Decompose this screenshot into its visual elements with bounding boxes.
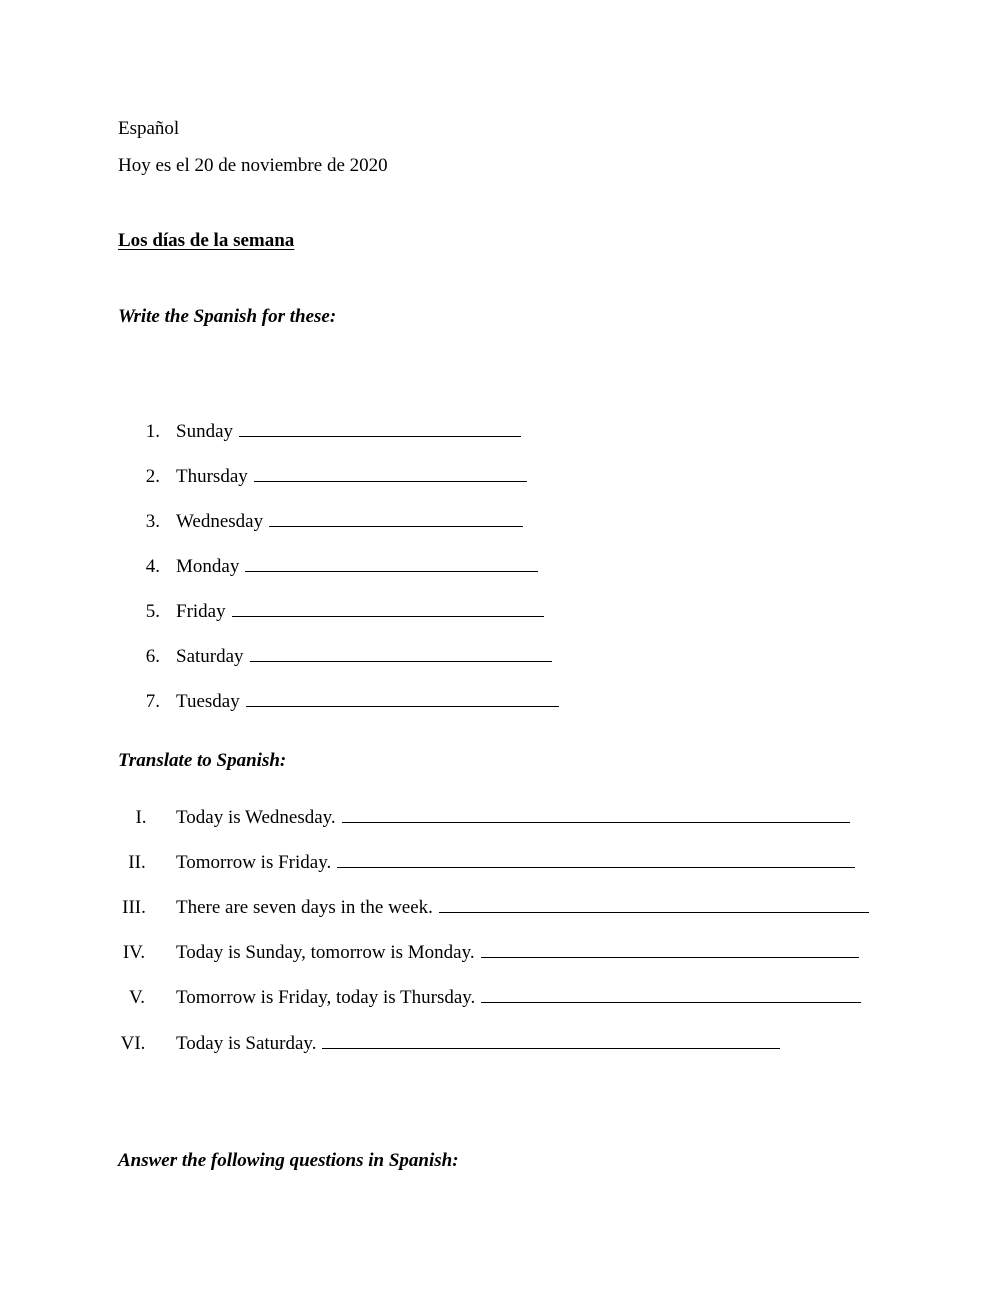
item-number: 5. [145,601,160,622]
item-text: Tomorrow is Friday. [176,853,855,872]
item-number: 7. [145,691,160,712]
item-text: Sunday [176,422,521,441]
item-text: Tuesday [176,692,559,711]
item-number: 6. [145,646,160,667]
item-number: I. [135,807,147,828]
item-text: Monday [176,557,538,576]
answer-blank[interactable] [254,481,527,482]
item-number: III. [122,897,146,918]
item-text: Wednesday [176,512,523,531]
item-text: Today is Saturday. [176,1034,780,1053]
answer-blank[interactable] [232,616,544,617]
page-heading: Los días de la semana [118,230,295,251]
subject-title: Español [118,118,180,139]
answer-blank[interactable] [269,526,523,527]
item-text: Tomorrow is Friday, today is Thursday. [176,988,861,1007]
answer-blank[interactable] [337,867,855,868]
item-number: 2. [145,466,160,487]
item-text: Today is Sunday, tomorrow is Monday. [176,943,859,962]
item-number: IV. [122,942,146,963]
item-text: Today is Wednesday. [176,808,850,827]
section3-instruction: Answer the following questions in Spanish: [118,1150,459,1171]
item-text: Friday [176,602,544,621]
item-number: II. [128,852,146,873]
item-number: 3. [145,511,160,532]
item-number: VI. [120,1033,146,1054]
answer-blank[interactable] [342,822,850,823]
item-text: Thursday [176,467,527,486]
item-text: Saturday [176,647,552,666]
item-number: 1. [145,421,160,442]
answer-blank[interactable] [245,571,538,572]
answer-blank[interactable] [481,1002,861,1003]
item-number: 4. [145,556,160,577]
section2-instruction: Translate to Spanish: [118,750,287,771]
item-text: There are seven days in the week. [176,898,869,917]
section1-instruction: Write the Spanish for these: [118,306,337,327]
answer-blank[interactable] [481,957,859,958]
answer-blank[interactable] [322,1048,780,1049]
answer-blank[interactable] [439,912,869,913]
answer-blank[interactable] [250,661,552,662]
answer-blank[interactable] [246,706,559,707]
date-line: Hoy es el 20 de noviembre de 2020 [118,155,388,176]
answer-blank[interactable] [239,436,521,437]
item-number: V. [128,987,146,1008]
